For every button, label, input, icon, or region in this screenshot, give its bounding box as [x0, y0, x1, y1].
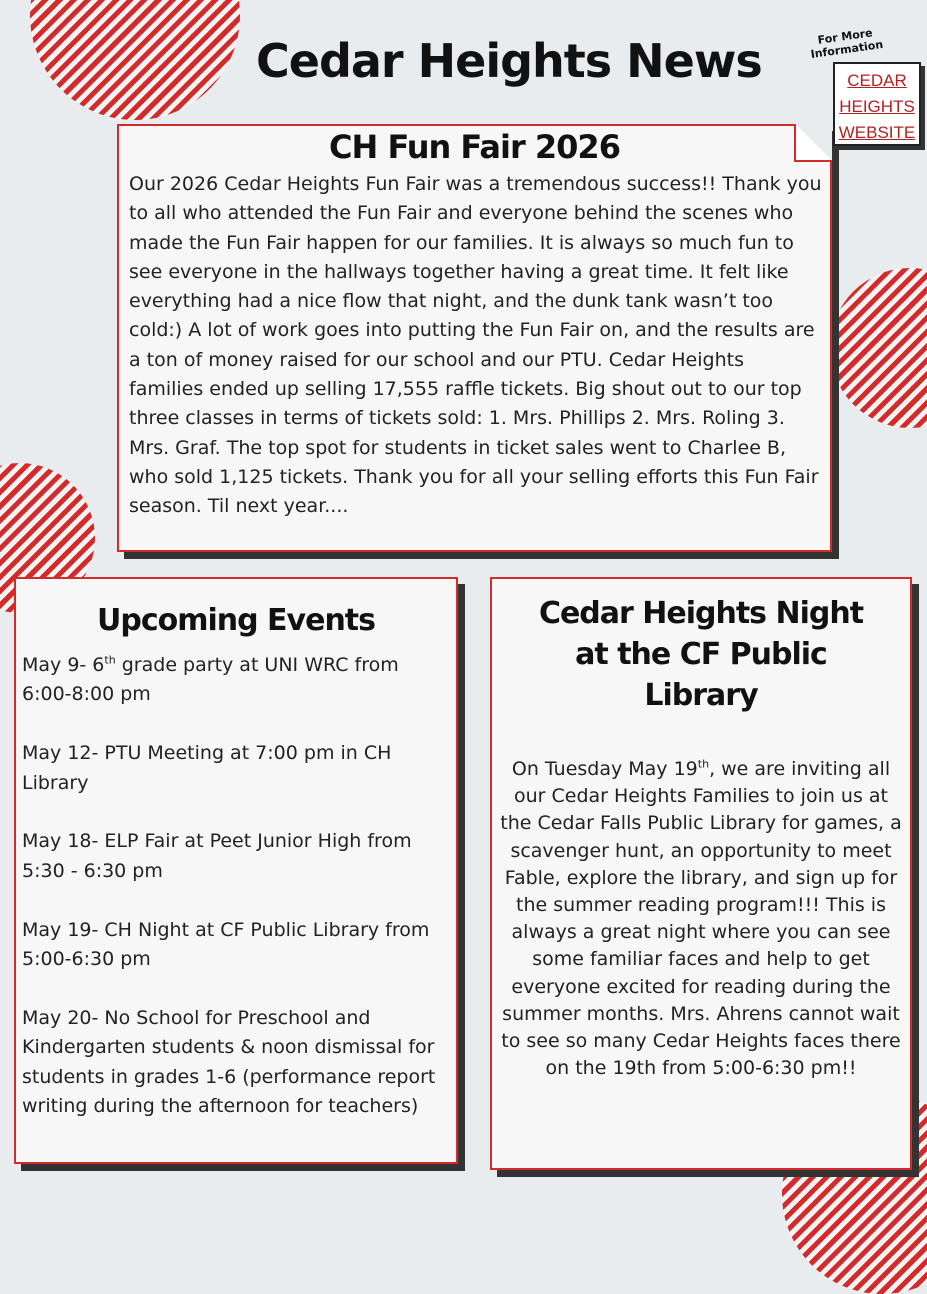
- library-night-title: [492, 593, 910, 716]
- library-body-text: , we are inviting all our Cedar Heights Families to join us at the Cedar Falls Public Library for games, a scavenger hunt, an opportunity to meet Fable, explore the library, and sign up for the summer reading program!!! This is always a great night where you can see some familiar faces and help to get everyone excited for reading during the summer months. Mrs. Ahrens cannot wait to see so many Cedar Heights faces there on the 19th from 5:00-6:30 pm!!: [500, 758, 902, 1080]
- upcoming-events-title: Upcoming Events: [97, 603, 375, 638]
- fun-fair-card: [117, 124, 832, 552]
- page-title: Cedar Heights News: [256, 34, 762, 88]
- library-title-line: at the CF Public: [575, 637, 827, 672]
- striped-circle-right-middle: [830, 268, 927, 428]
- website-link-button[interactable]: [833, 62, 921, 146]
- website-link-line: CEDAR: [847, 71, 907, 90]
- event-item: May 18- ELP Fair at Peet Junior High from 5:30 - 6:30 pm: [22, 830, 412, 882]
- library-body-text: On Tuesday May 19: [511, 758, 698, 780]
- more-info-label: For More Information: [809, 26, 884, 61]
- page-fold-icon: [794, 124, 832, 162]
- library-body-ordinal: th: [697, 757, 710, 771]
- fun-fair-title: CH Fun Fair 2026: [329, 128, 620, 166]
- library-night-body: [492, 756, 910, 1082]
- library-night-card: [490, 577, 912, 1170]
- event-text: grade party at UNI WRC from 6:00-8:00 pm: [22, 654, 399, 706]
- website-link-line: HEIGHTS: [839, 97, 915, 116]
- event-ordinal: th: [104, 653, 116, 667]
- upcoming-events-card: [14, 577, 458, 1164]
- event-item: May 20- No School for Preschool and Kindergarten students & noon dismissal for students in grades 1-6 (performance report writing during the afternoon for teachers): [22, 1006, 436, 1118]
- event-item: [16, 651, 456, 710]
- events-list: [16, 651, 456, 1121]
- website-link-line: WEBSITE: [838, 123, 916, 142]
- event-item: May 12- PTU Meeting at 7:00 pm in CH Library: [22, 742, 392, 794]
- event-text: May 9- 6: [22, 654, 105, 676]
- event-item: May 19- CH Night at CF Public Library from 5:00-6:30 pm: [22, 918, 430, 971]
- library-title-line: Library: [644, 678, 758, 713]
- library-title-line: Cedar Heights Night: [538, 596, 864, 631]
- fun-fair-body: Our 2026 Cedar Heights Fun Fair was a tremendous success!! Thank you to all who attended the Fun Fair and everyone behind the scenes who made the Fun Fair happen for our families. It is always so much fun to see everyone in the hallways together having a great time. It felt like everything had a nice flow that night, and the dunk tank wasn’t too cold:) A lot of work goes into putting the Fun Fair on, and the results are a ton of money raised for our school and our PTU. Cedar Heights families ended up selling 17,555 raffle tickets. Big shout out to our top three classes in terms of tickets sold: 1. Mrs. Phillips 2. Mrs. Roling 3. Mrs. Graf. The top spot for students in ticket sales went to Charlee B, who sold 1,125 tickets. Thank you for all your selling efforts this Fun Fair season. Til next year....: [129, 173, 822, 518]
